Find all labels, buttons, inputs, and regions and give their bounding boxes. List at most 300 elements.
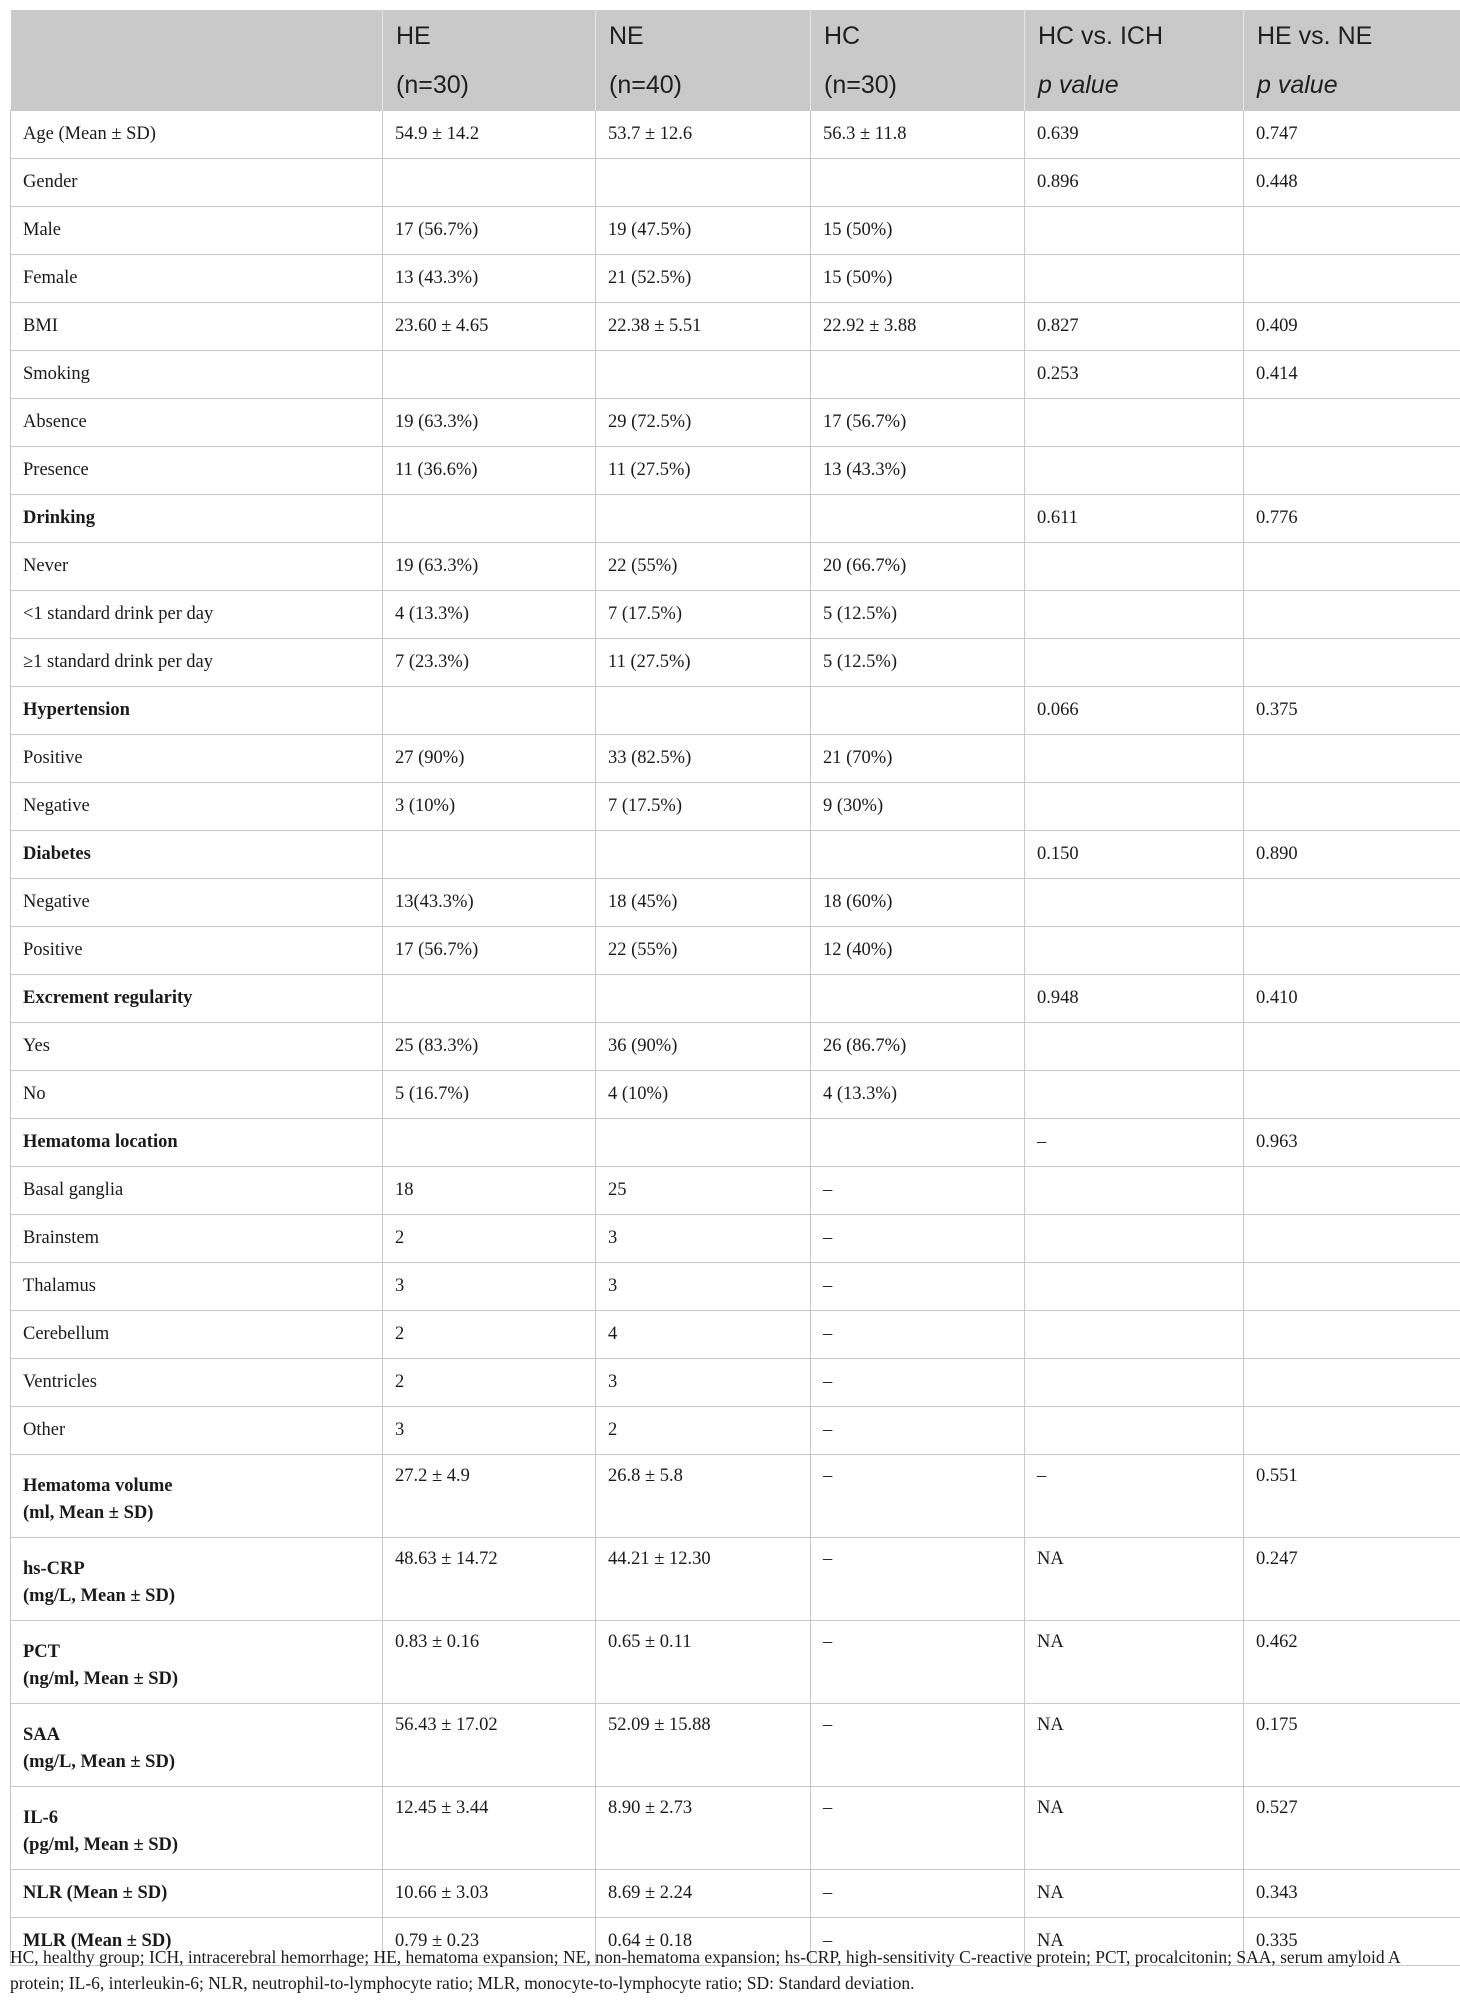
row-label-cell bbox=[11, 1167, 383, 1215]
table-cell: 0.747 bbox=[1244, 111, 1460, 159]
table-row bbox=[11, 447, 1460, 495]
table-cell: 48.63 ± 14.72 bbox=[383, 1538, 596, 1621]
table-row bbox=[11, 1023, 1460, 1071]
row-label: Age (Mean ± SD) bbox=[23, 124, 156, 144]
row-label: <1 standard drink per day bbox=[23, 604, 214, 624]
table-cell bbox=[1025, 1023, 1244, 1071]
table-cell bbox=[1244, 1311, 1460, 1359]
row-label-cell bbox=[11, 1215, 383, 1263]
row-label-units: (mg/L, Mean ± SD) bbox=[23, 1586, 175, 1606]
table-cell: 13(43.3%) bbox=[383, 879, 596, 927]
table-cell: – bbox=[811, 1263, 1025, 1311]
header-sub-hc-p: p value bbox=[1025, 60, 1244, 111]
table-row bbox=[11, 159, 1460, 207]
table-cell: 19 (63.3%) bbox=[383, 543, 596, 591]
table-row bbox=[11, 783, 1460, 831]
table-cell bbox=[1025, 447, 1244, 495]
header-cell-he-vs-ne: HE vs. NE bbox=[1244, 10, 1460, 60]
row-label-cell bbox=[11, 1359, 383, 1407]
table-cell bbox=[1244, 735, 1460, 783]
table-cell bbox=[1244, 447, 1460, 495]
table-cell: 2 bbox=[383, 1311, 596, 1359]
table-cell: 0.65 ± 0.11 bbox=[596, 1621, 811, 1704]
table-row bbox=[11, 1167, 1460, 1215]
row-label: Other bbox=[23, 1420, 66, 1440]
row-label-cell bbox=[11, 1538, 383, 1621]
table-cell: 4 (13.3%) bbox=[811, 1071, 1025, 1119]
row-label: Brainstem bbox=[23, 1228, 100, 1248]
row-label-cell bbox=[11, 1119, 383, 1167]
row-label: Male bbox=[23, 220, 62, 240]
table-cell: 26.8 ± 5.8 bbox=[596, 1455, 811, 1538]
table-cell: 3 bbox=[383, 1263, 596, 1311]
row-label: Gender bbox=[23, 172, 78, 192]
table-cell: 18 (45%) bbox=[596, 879, 811, 927]
table-cell: 0.253 bbox=[1025, 351, 1244, 399]
table-cell: – bbox=[811, 1407, 1025, 1455]
table-cell: 4 bbox=[596, 1311, 811, 1359]
table-cell: 0.890 bbox=[1244, 831, 1460, 879]
row-label-cell bbox=[11, 1023, 383, 1071]
table-header bbox=[11, 10, 1460, 111]
table-cell bbox=[1025, 927, 1244, 975]
table-row bbox=[11, 591, 1460, 639]
row-label-units: (ml, Mean ± SD) bbox=[23, 1503, 154, 1523]
row-label-cell bbox=[11, 255, 383, 303]
row-label-units: (ng/ml, Mean ± SD) bbox=[23, 1669, 179, 1689]
table-cell: 26 (86.7%) bbox=[811, 1023, 1025, 1071]
table-cell: NA bbox=[1025, 1538, 1244, 1621]
table-cell: 0.335 bbox=[1244, 1918, 1460, 1966]
table-cell: 15 (50%) bbox=[811, 207, 1025, 255]
table-cell: 4 (13.3%) bbox=[383, 591, 596, 639]
table-cell: 20 (66.7%) bbox=[811, 543, 1025, 591]
row-label: Positive bbox=[23, 940, 83, 960]
row-label: Hematoma volume bbox=[23, 1476, 173, 1496]
table-cell: – bbox=[1025, 1119, 1244, 1167]
row-label: PCT bbox=[23, 1642, 60, 1662]
table-cell: 17 (56.7%) bbox=[383, 927, 596, 975]
table-cell: 0.896 bbox=[1025, 159, 1244, 207]
table-cell: 44.21 ± 12.30 bbox=[596, 1538, 811, 1621]
table-cell: – bbox=[811, 1704, 1025, 1787]
table-cell: – bbox=[811, 1215, 1025, 1263]
table-cell bbox=[383, 159, 596, 207]
table-cell: 9 (30%) bbox=[811, 783, 1025, 831]
row-label-cell bbox=[11, 447, 383, 495]
table-cell bbox=[1025, 1215, 1244, 1263]
row-label: Negative bbox=[23, 892, 90, 912]
row-label-cell bbox=[11, 111, 383, 159]
row-label: Presence bbox=[23, 460, 89, 480]
table-cell bbox=[1244, 1167, 1460, 1215]
table-cell bbox=[383, 1119, 596, 1167]
row-label: SAA bbox=[23, 1725, 61, 1745]
table-cell: 11 (27.5%) bbox=[596, 639, 811, 687]
row-label-cell bbox=[11, 879, 383, 927]
table-cell: – bbox=[811, 1167, 1025, 1215]
table-cell: 0.175 bbox=[1244, 1704, 1460, 1787]
row-label-cell bbox=[11, 1621, 383, 1704]
header-sub-empty bbox=[11, 60, 383, 111]
table-cell bbox=[596, 495, 811, 543]
row-label: MLR (Mean ± SD) bbox=[23, 1931, 172, 1951]
table-cell: 3 bbox=[596, 1215, 811, 1263]
table-cell bbox=[1025, 1359, 1244, 1407]
table-cell: 0.79 ± 0.23 bbox=[383, 1918, 596, 1966]
table-cell: 11 (36.6%) bbox=[383, 447, 596, 495]
table-cell: 0.409 bbox=[1244, 303, 1460, 351]
table-cell bbox=[1244, 255, 1460, 303]
table-row bbox=[11, 1870, 1460, 1918]
table-cell bbox=[1025, 1167, 1244, 1215]
row-label: Basal ganglia bbox=[23, 1180, 124, 1200]
table-cell bbox=[1025, 639, 1244, 687]
table-cell: 27 (90%) bbox=[383, 735, 596, 783]
row-label: Diabetes bbox=[23, 844, 91, 864]
row-label: Never bbox=[23, 556, 69, 576]
table-cell: 7 (17.5%) bbox=[596, 591, 811, 639]
table-row bbox=[11, 1263, 1460, 1311]
table-cell bbox=[811, 159, 1025, 207]
table-cell bbox=[1025, 591, 1244, 639]
table-row bbox=[11, 303, 1460, 351]
table-cell: 0.527 bbox=[1244, 1787, 1460, 1870]
table-row bbox=[11, 351, 1460, 399]
row-label: Ventricles bbox=[23, 1372, 97, 1392]
table-cell: 19 (63.3%) bbox=[383, 399, 596, 447]
row-label: hs-CRP bbox=[23, 1559, 85, 1579]
row-label: Hematoma location bbox=[23, 1132, 178, 1152]
table-row bbox=[11, 111, 1460, 159]
table-cell: 12 (40%) bbox=[811, 927, 1025, 975]
table-cell: 0.639 bbox=[1025, 111, 1244, 159]
table-cell: 0.066 bbox=[1025, 687, 1244, 735]
table-cell: 21 (70%) bbox=[811, 735, 1025, 783]
table-cell bbox=[383, 495, 596, 543]
row-label-units: (pg/ml, Mean ± SD) bbox=[23, 1835, 179, 1855]
table-cell: 18 bbox=[383, 1167, 596, 1215]
table-cell: 23.60 ± 4.65 bbox=[383, 303, 596, 351]
table-cell bbox=[1025, 543, 1244, 591]
header-row-subtitles bbox=[11, 60, 1460, 111]
table-cell: 0.375 bbox=[1244, 687, 1460, 735]
row-label: Thalamus bbox=[23, 1276, 96, 1296]
row-label-cell bbox=[11, 591, 383, 639]
table-cell: 5 (12.5%) bbox=[811, 591, 1025, 639]
table-cell: 18 (60%) bbox=[811, 879, 1025, 927]
table-cell bbox=[596, 687, 811, 735]
table-cell: 21 (52.5%) bbox=[596, 255, 811, 303]
table-cell: 0.776 bbox=[1244, 495, 1460, 543]
row-label-cell bbox=[11, 687, 383, 735]
table-cell bbox=[1244, 399, 1460, 447]
table-row bbox=[11, 1311, 1460, 1359]
table-cell: 52.09 ± 15.88 bbox=[596, 1704, 811, 1787]
table-cell bbox=[1244, 783, 1460, 831]
row-label: Drinking bbox=[23, 508, 95, 528]
table-cell bbox=[1025, 1071, 1244, 1119]
table-cell: NA bbox=[1025, 1704, 1244, 1787]
table-cell bbox=[811, 687, 1025, 735]
row-label: Absence bbox=[23, 412, 87, 432]
table-cell bbox=[811, 975, 1025, 1023]
table-cell: – bbox=[811, 1621, 1025, 1704]
row-label-cell bbox=[11, 303, 383, 351]
table-cell bbox=[383, 831, 596, 879]
table-cell bbox=[383, 687, 596, 735]
table-row bbox=[11, 639, 1460, 687]
table-row bbox=[11, 1215, 1460, 1263]
table-cell: 0.827 bbox=[1025, 303, 1244, 351]
table-cell: 17 (56.7%) bbox=[811, 399, 1025, 447]
table-body bbox=[11, 111, 1460, 1966]
table-cell: 36 (90%) bbox=[596, 1023, 811, 1071]
table-cell: 15 (50%) bbox=[811, 255, 1025, 303]
row-label: Smoking bbox=[23, 364, 90, 384]
data-table-container bbox=[10, 10, 1460, 1966]
table-row bbox=[11, 975, 1460, 1023]
table-row bbox=[11, 1071, 1460, 1119]
table-cell: 0.410 bbox=[1244, 975, 1460, 1023]
row-label-cell bbox=[11, 1407, 383, 1455]
table-cell bbox=[1025, 783, 1244, 831]
table-cell bbox=[811, 495, 1025, 543]
table-cell: 5 (16.7%) bbox=[383, 1071, 596, 1119]
table-cell: 0.150 bbox=[1025, 831, 1244, 879]
table-cell: – bbox=[811, 1918, 1025, 1966]
table-cell: 25 bbox=[596, 1167, 811, 1215]
table-cell: 25 (83.3%) bbox=[383, 1023, 596, 1071]
table-cell: 0.948 bbox=[1025, 975, 1244, 1023]
row-label: Excrement regularity bbox=[23, 988, 193, 1008]
row-label: Hypertension bbox=[23, 700, 130, 720]
table-cell: 3 (10%) bbox=[383, 783, 596, 831]
table-cell: 5 (12.5%) bbox=[811, 639, 1025, 687]
table-cell: – bbox=[811, 1787, 1025, 1870]
row-label-cell bbox=[11, 927, 383, 975]
table-cell: 7 (17.5%) bbox=[596, 783, 811, 831]
table-cell: 0.462 bbox=[1244, 1621, 1460, 1704]
table-cell: 13 (43.3%) bbox=[811, 447, 1025, 495]
table-row bbox=[11, 1704, 1460, 1787]
table-cell: 22.92 ± 3.88 bbox=[811, 303, 1025, 351]
header-sub-he-p: p value bbox=[1244, 60, 1460, 111]
table-cell bbox=[811, 1119, 1025, 1167]
table-cell: 0.448 bbox=[1244, 159, 1460, 207]
table-cell: 22.38 ± 5.51 bbox=[596, 303, 811, 351]
table-row bbox=[11, 495, 1460, 543]
table-cell bbox=[596, 351, 811, 399]
table-cell bbox=[596, 1119, 811, 1167]
row-label: ≥1 standard drink per day bbox=[23, 652, 213, 672]
table-cell bbox=[1244, 1215, 1460, 1263]
table-cell: NA bbox=[1025, 1918, 1244, 1966]
table-cell: 0.247 bbox=[1244, 1538, 1460, 1621]
row-label-cell bbox=[11, 351, 383, 399]
table-footnote: HC, healthy group; ICH, intracerebral hemorrhage; HE, hematoma expansion; NE, non-hematoma expansion; hs-CRP, high-sensitivity C-reactive protein; PCT, procalcitonin; SAA, serum amyloid A protein; IL-6, interleukin-6; NLR, neutrophil-to-lymphocyte ratio; MLR, monocyte-to-lymphocyte ratio; SD: Standard deviation. bbox=[10, 1947, 1400, 1993]
table-cell: 29 (72.5%) bbox=[596, 399, 811, 447]
row-label-cell bbox=[11, 543, 383, 591]
table-row bbox=[11, 1359, 1460, 1407]
table-cell: – bbox=[811, 1870, 1025, 1918]
header-row-groups bbox=[11, 10, 1460, 60]
header-cell-empty bbox=[11, 10, 383, 60]
table-cell: NA bbox=[1025, 1787, 1244, 1870]
table-cell: 0.963 bbox=[1244, 1119, 1460, 1167]
row-label: Positive bbox=[23, 748, 83, 768]
table-cell: 8.90 ± 2.73 bbox=[596, 1787, 811, 1870]
row-label-cell bbox=[11, 1870, 383, 1918]
table-cell bbox=[596, 831, 811, 879]
table-row bbox=[11, 207, 1460, 255]
table-cell bbox=[1025, 399, 1244, 447]
table-row bbox=[11, 1455, 1460, 1538]
data-table bbox=[10, 10, 1460, 1966]
table-cell: 2 bbox=[596, 1407, 811, 1455]
table-cell: NA bbox=[1025, 1870, 1244, 1918]
row-label: NLR (Mean ± SD) bbox=[23, 1883, 168, 1903]
row-label-cell bbox=[11, 1071, 383, 1119]
table-cell: 8.69 ± 2.24 bbox=[596, 1870, 811, 1918]
table-cell: – bbox=[811, 1359, 1025, 1407]
table-cell bbox=[1244, 927, 1460, 975]
header-sub-he-n: (n=30) bbox=[383, 60, 596, 111]
row-label: IL-6 bbox=[23, 1808, 58, 1828]
table-cell: 0.611 bbox=[1025, 495, 1244, 543]
table-cell: NA bbox=[1025, 1621, 1244, 1704]
table-cell bbox=[596, 159, 811, 207]
header-cell-hc: HC bbox=[811, 10, 1025, 60]
table-cell: 4 (10%) bbox=[596, 1071, 811, 1119]
table-cell: 2 bbox=[383, 1359, 596, 1407]
table-cell bbox=[1244, 1023, 1460, 1071]
table-cell: 3 bbox=[596, 1359, 811, 1407]
row-label-cell bbox=[11, 1455, 383, 1538]
row-label-cell bbox=[11, 495, 383, 543]
header-cell-hc-vs-ich: HC vs. ICH bbox=[1025, 10, 1244, 60]
table-cell: 11 (27.5%) bbox=[596, 447, 811, 495]
row-label: Cerebellum bbox=[23, 1324, 110, 1344]
table-cell: – bbox=[1025, 1455, 1244, 1538]
table-cell: 12.45 ± 3.44 bbox=[383, 1787, 596, 1870]
table-cell: 13 (43.3%) bbox=[383, 255, 596, 303]
table-cell: 0.83 ± 0.16 bbox=[383, 1621, 596, 1704]
table-cell bbox=[1025, 255, 1244, 303]
row-label: BMI bbox=[23, 316, 58, 336]
row-label: No bbox=[23, 1084, 46, 1104]
table-cell: 22 (55%) bbox=[596, 927, 811, 975]
table-cell: 19 (47.5%) bbox=[596, 207, 811, 255]
row-label-cell bbox=[11, 207, 383, 255]
table-cell bbox=[1244, 207, 1460, 255]
table-cell: 0.64 ± 0.18 bbox=[596, 1918, 811, 1966]
row-label-cell bbox=[11, 783, 383, 831]
table-cell: 2 bbox=[383, 1215, 596, 1263]
table-row bbox=[11, 687, 1460, 735]
table-cell bbox=[1244, 1071, 1460, 1119]
table-cell: – bbox=[811, 1455, 1025, 1538]
row-label: Yes bbox=[23, 1036, 50, 1056]
header-sub-hc-n: (n=30) bbox=[811, 60, 1025, 111]
row-label-cell bbox=[11, 1787, 383, 1870]
row-label-cell bbox=[11, 399, 383, 447]
table-cell: 10.66 ± 3.03 bbox=[383, 1870, 596, 1918]
table-cell: 0.551 bbox=[1244, 1455, 1460, 1538]
table-cell: 0.343 bbox=[1244, 1870, 1460, 1918]
table-cell bbox=[1244, 591, 1460, 639]
table-cell: 27.2 ± 4.9 bbox=[383, 1455, 596, 1538]
table-cell: 7 (23.3%) bbox=[383, 639, 596, 687]
table-cell bbox=[596, 975, 811, 1023]
table-row bbox=[11, 735, 1460, 783]
table-cell: 54.9 ± 14.2 bbox=[383, 111, 596, 159]
table-row bbox=[11, 1119, 1460, 1167]
table-cell bbox=[1244, 1263, 1460, 1311]
table-cell: – bbox=[811, 1538, 1025, 1621]
table-cell bbox=[811, 351, 1025, 399]
table-cell bbox=[1244, 543, 1460, 591]
row-label: Negative bbox=[23, 796, 90, 816]
row-label: Female bbox=[23, 268, 78, 288]
table-cell: 3 bbox=[383, 1407, 596, 1455]
table-cell bbox=[811, 831, 1025, 879]
table-row bbox=[11, 1407, 1460, 1455]
table-row bbox=[11, 1621, 1460, 1704]
table-row bbox=[11, 927, 1460, 975]
table-cell: 17 (56.7%) bbox=[383, 207, 596, 255]
header-cell-he: HE bbox=[383, 10, 596, 60]
row-label-cell bbox=[11, 1311, 383, 1359]
table-cell: 53.7 ± 12.6 bbox=[596, 111, 811, 159]
table-cell bbox=[1244, 879, 1460, 927]
table-cell: 56.3 ± 11.8 bbox=[811, 111, 1025, 159]
row-label-cell bbox=[11, 975, 383, 1023]
table-cell bbox=[1025, 879, 1244, 927]
table-row bbox=[11, 1538, 1460, 1621]
table-cell bbox=[1244, 639, 1460, 687]
table-row bbox=[11, 879, 1460, 927]
table-cell: – bbox=[811, 1311, 1025, 1359]
table-cell: 0.414 bbox=[1244, 351, 1460, 399]
row-label-cell bbox=[11, 639, 383, 687]
header-cell-ne: NE bbox=[596, 10, 811, 60]
table-cell bbox=[383, 975, 596, 1023]
table-row bbox=[11, 399, 1460, 447]
table-cell bbox=[1244, 1359, 1460, 1407]
row-label-cell bbox=[11, 159, 383, 207]
table-row bbox=[11, 831, 1460, 879]
row-label-cell bbox=[11, 735, 383, 783]
table-cell: 33 (82.5%) bbox=[596, 735, 811, 783]
table-cell: 22 (55%) bbox=[596, 543, 811, 591]
row-label-cell bbox=[11, 1263, 383, 1311]
row-label-cell bbox=[11, 831, 383, 879]
table-cell bbox=[1025, 207, 1244, 255]
table-cell bbox=[1244, 1407, 1460, 1455]
table-row bbox=[11, 543, 1460, 591]
table-cell bbox=[1025, 735, 1244, 783]
table-cell bbox=[383, 351, 596, 399]
table-cell bbox=[1025, 1407, 1244, 1455]
row-label-cell bbox=[11, 1704, 383, 1787]
table-row bbox=[11, 1787, 1460, 1870]
row-label-units: (mg/L, Mean ± SD) bbox=[23, 1752, 175, 1772]
header-sub-ne-n: (n=40) bbox=[596, 60, 811, 111]
table-row bbox=[11, 255, 1460, 303]
table-cell: 3 bbox=[596, 1263, 811, 1311]
table-cell bbox=[1025, 1311, 1244, 1359]
